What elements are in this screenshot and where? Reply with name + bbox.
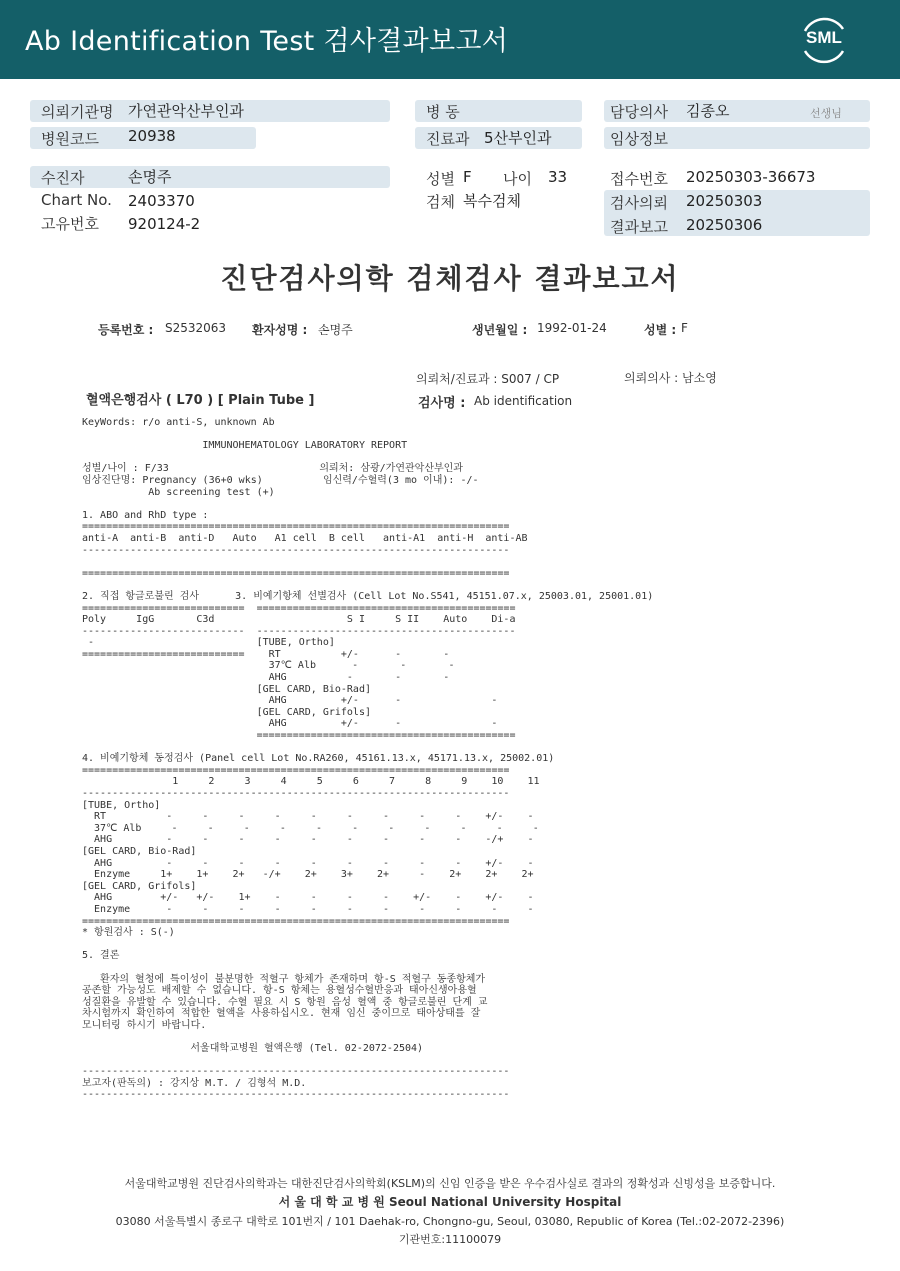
dept-line: 의뢰처/진료과 : S007 / CP — [416, 372, 560, 386]
doctor-value: 김종오 — [686, 102, 730, 120]
header-bar — [0, 0, 900, 79]
doc-sex-value: F — [681, 321, 688, 335]
reg-value: S2532063 — [165, 321, 227, 335]
specimen-value: 복수검체 — [463, 192, 521, 210]
name-label: 환자성명 : — [252, 323, 308, 337]
dob-value: 1992-01-24 — [537, 321, 607, 335]
sex-value: F — [463, 168, 472, 186]
name-value: 손명주 — [318, 323, 353, 337]
patient-label: 수진자 — [41, 169, 85, 187]
receipt-value: 20250303-36673 — [686, 168, 816, 186]
requesting-doctor: 의뢰의사 : 남소영 — [624, 371, 717, 385]
hospital-code-label: 병원코드 — [41, 130, 99, 148]
document-title: 진단검사의학 검체검사 결과보고서 — [220, 262, 680, 295]
sml-logo — [797, 14, 851, 66]
test-category: 혈액은행검사 ( L70 ) [ Plain Tube ] — [86, 393, 315, 408]
logo-text: SML — [806, 28, 842, 47]
ward-label: 병 동 — [426, 103, 460, 121]
age-label: 나이 — [503, 170, 532, 188]
dob-label: 생년월일 : — [472, 323, 528, 337]
test-name-label: 검사명 : — [418, 396, 466, 411]
sex-label: 성별 — [426, 170, 455, 188]
report-title: Ab Identification Test 검사결과보고서 — [25, 26, 509, 57]
hospital-code-value: 20938 — [128, 127, 176, 145]
doc-sex-label: 성별 : — [644, 323, 677, 337]
dept-label: 진료과 — [426, 130, 470, 148]
specimen-label: 검체 — [426, 193, 455, 211]
report-date-label: 결과보고 — [610, 218, 668, 236]
unique-label: 고유번호 — [41, 215, 99, 233]
institution-label: 의뢰기관명 — [41, 103, 114, 121]
unique-value: 920124-2 — [128, 215, 201, 233]
clinical-label: 임상정보 — [610, 130, 668, 148]
footer-address: 03080 서울특별시 종로구 대학로 101번지 / 101 Daehak-ro, Chongno-gu, Seoul, 03080, Republic of Korea (Tel.:02-2072-2396) — [115, 1215, 785, 1228]
test-name-value: Ab identification — [474, 394, 573, 408]
reg-label: 등록번호 : — [98, 323, 154, 337]
receipt-label: 접수번호 — [610, 170, 668, 188]
request-value: 20250303 — [686, 192, 763, 210]
age-value: 33 — [548, 168, 568, 186]
doctor-suffix: 선생님 — [810, 107, 842, 120]
footer-org-number: 기관번호:11100079 — [398, 1233, 502, 1246]
report-date-value: 20250306 — [686, 216, 763, 234]
chart-label: Chart No. — [41, 191, 112, 209]
doctor-label: 담당의사 — [610, 103, 668, 121]
dept-value: 5산부인과 — [484, 129, 552, 147]
lab-report-body: KeyWords: r/o anti-S, unknown Ab IMMUNOHEMATOLOGY LABORATORY REPORT 성별/나이 : F/33 의뢰처: 삼광/가연관악산부인과 임상진단명: Pregnancy (36+0 wks) 임신력/수혈력(3 mo 이내): -/- Ab screening test (+) 1. ABO and RhD type : ======================================================================= anti-A anti-B anti-D Auto A1 cell B cell anti-A1 anti-H anti-AB ----------------------------------------------------------------------- ======================================================================= 2. 직접 항글로불린 검사 3. 비예기항체 선별검사 (Cell Lot No.S541, 45151.07.x, 25003.01, 25001.01) =========================== =========================================== Poly IgG C3d S I S II Auto Di-a --------------------------- ------------------------------------------- - [TUBE, Ortho] =========================== RT +/- - - 37℃ Alb - - - AHG - - - [GEL CARD, Bio-Rad] AHG +/- - - [GEL CARD, Grifols] AHG +/- - - =========================================== 4. 비예기항체 동정검사 (Panel cell Lot No.RA260, 45161.13.x, 45171.13.x, 25002.01) ======================================================================= 1 2 3 4 5 6 7 8 9 10 11 ----------------------------------------------------------------------- [TUBE, Ortho] RT - - - - - - - - - +/- - 37℃ Alb - - - - - - - - - - - AHG - - - - - - - - - -/+ - [GEL CARD, Bio-Rad] AHG - - - - - - - - - +/- - Enzyme 1+ 1+ 2+ -/+ 2+ 3+ 2+ - 2+ 2+ 2+ [GEL CARD, Grifols] AHG +/- +/- 1+ - - - - +/- - +/- - Enzyme - - - - - - - - - - - ======================================================================= * 항원검사 : S(-) 5. 결론 환자의 혈청에 특이성이 불분명한 적혈구 항체가 존재하며 항-S 적혈구 동종항체가 공존할 가능성도 배제할 수 없습니다. 항-S 항체는 용혈성수혈반응과 태아신생아용혈 성질환을 유발할 수 있습니다. 수혈 필요 시 S 항원 음성 혈액 중 항글로불린 단계 교 차시험까지 확인하여 적합한 혈액을 사용하십시오. 현재 임신 중이므로 태아상태를 잘 모니터링 하시기 바랍니다. 서울대학교병원 혈액은행 (Tel. 02-2072-2504) ----------------------------------------------------------------------- 보고자(판독의) : 강지상 M.T. / 김형석 M.D. ----------------------------------------------------------------------- — [82, 417, 654, 1101]
footer-hospital: 서 울 대 학 교 병 원 Seoul National University Hospital — [278, 1195, 622, 1209]
footer-certification: 서울대학교병원 진단검사의학과는 대한진단검사의학회(KSLM)의 신임 인증을 받은 우수검사실로 결과의 정확성과 신빙성을 보증합니다. — [124, 1177, 776, 1190]
institution-value: 가연관악산부인과 — [128, 102, 244, 120]
patient-value: 손명주 — [128, 168, 172, 186]
chart-value: 2403370 — [128, 192, 195, 210]
request-label: 검사의뢰 — [610, 194, 668, 212]
